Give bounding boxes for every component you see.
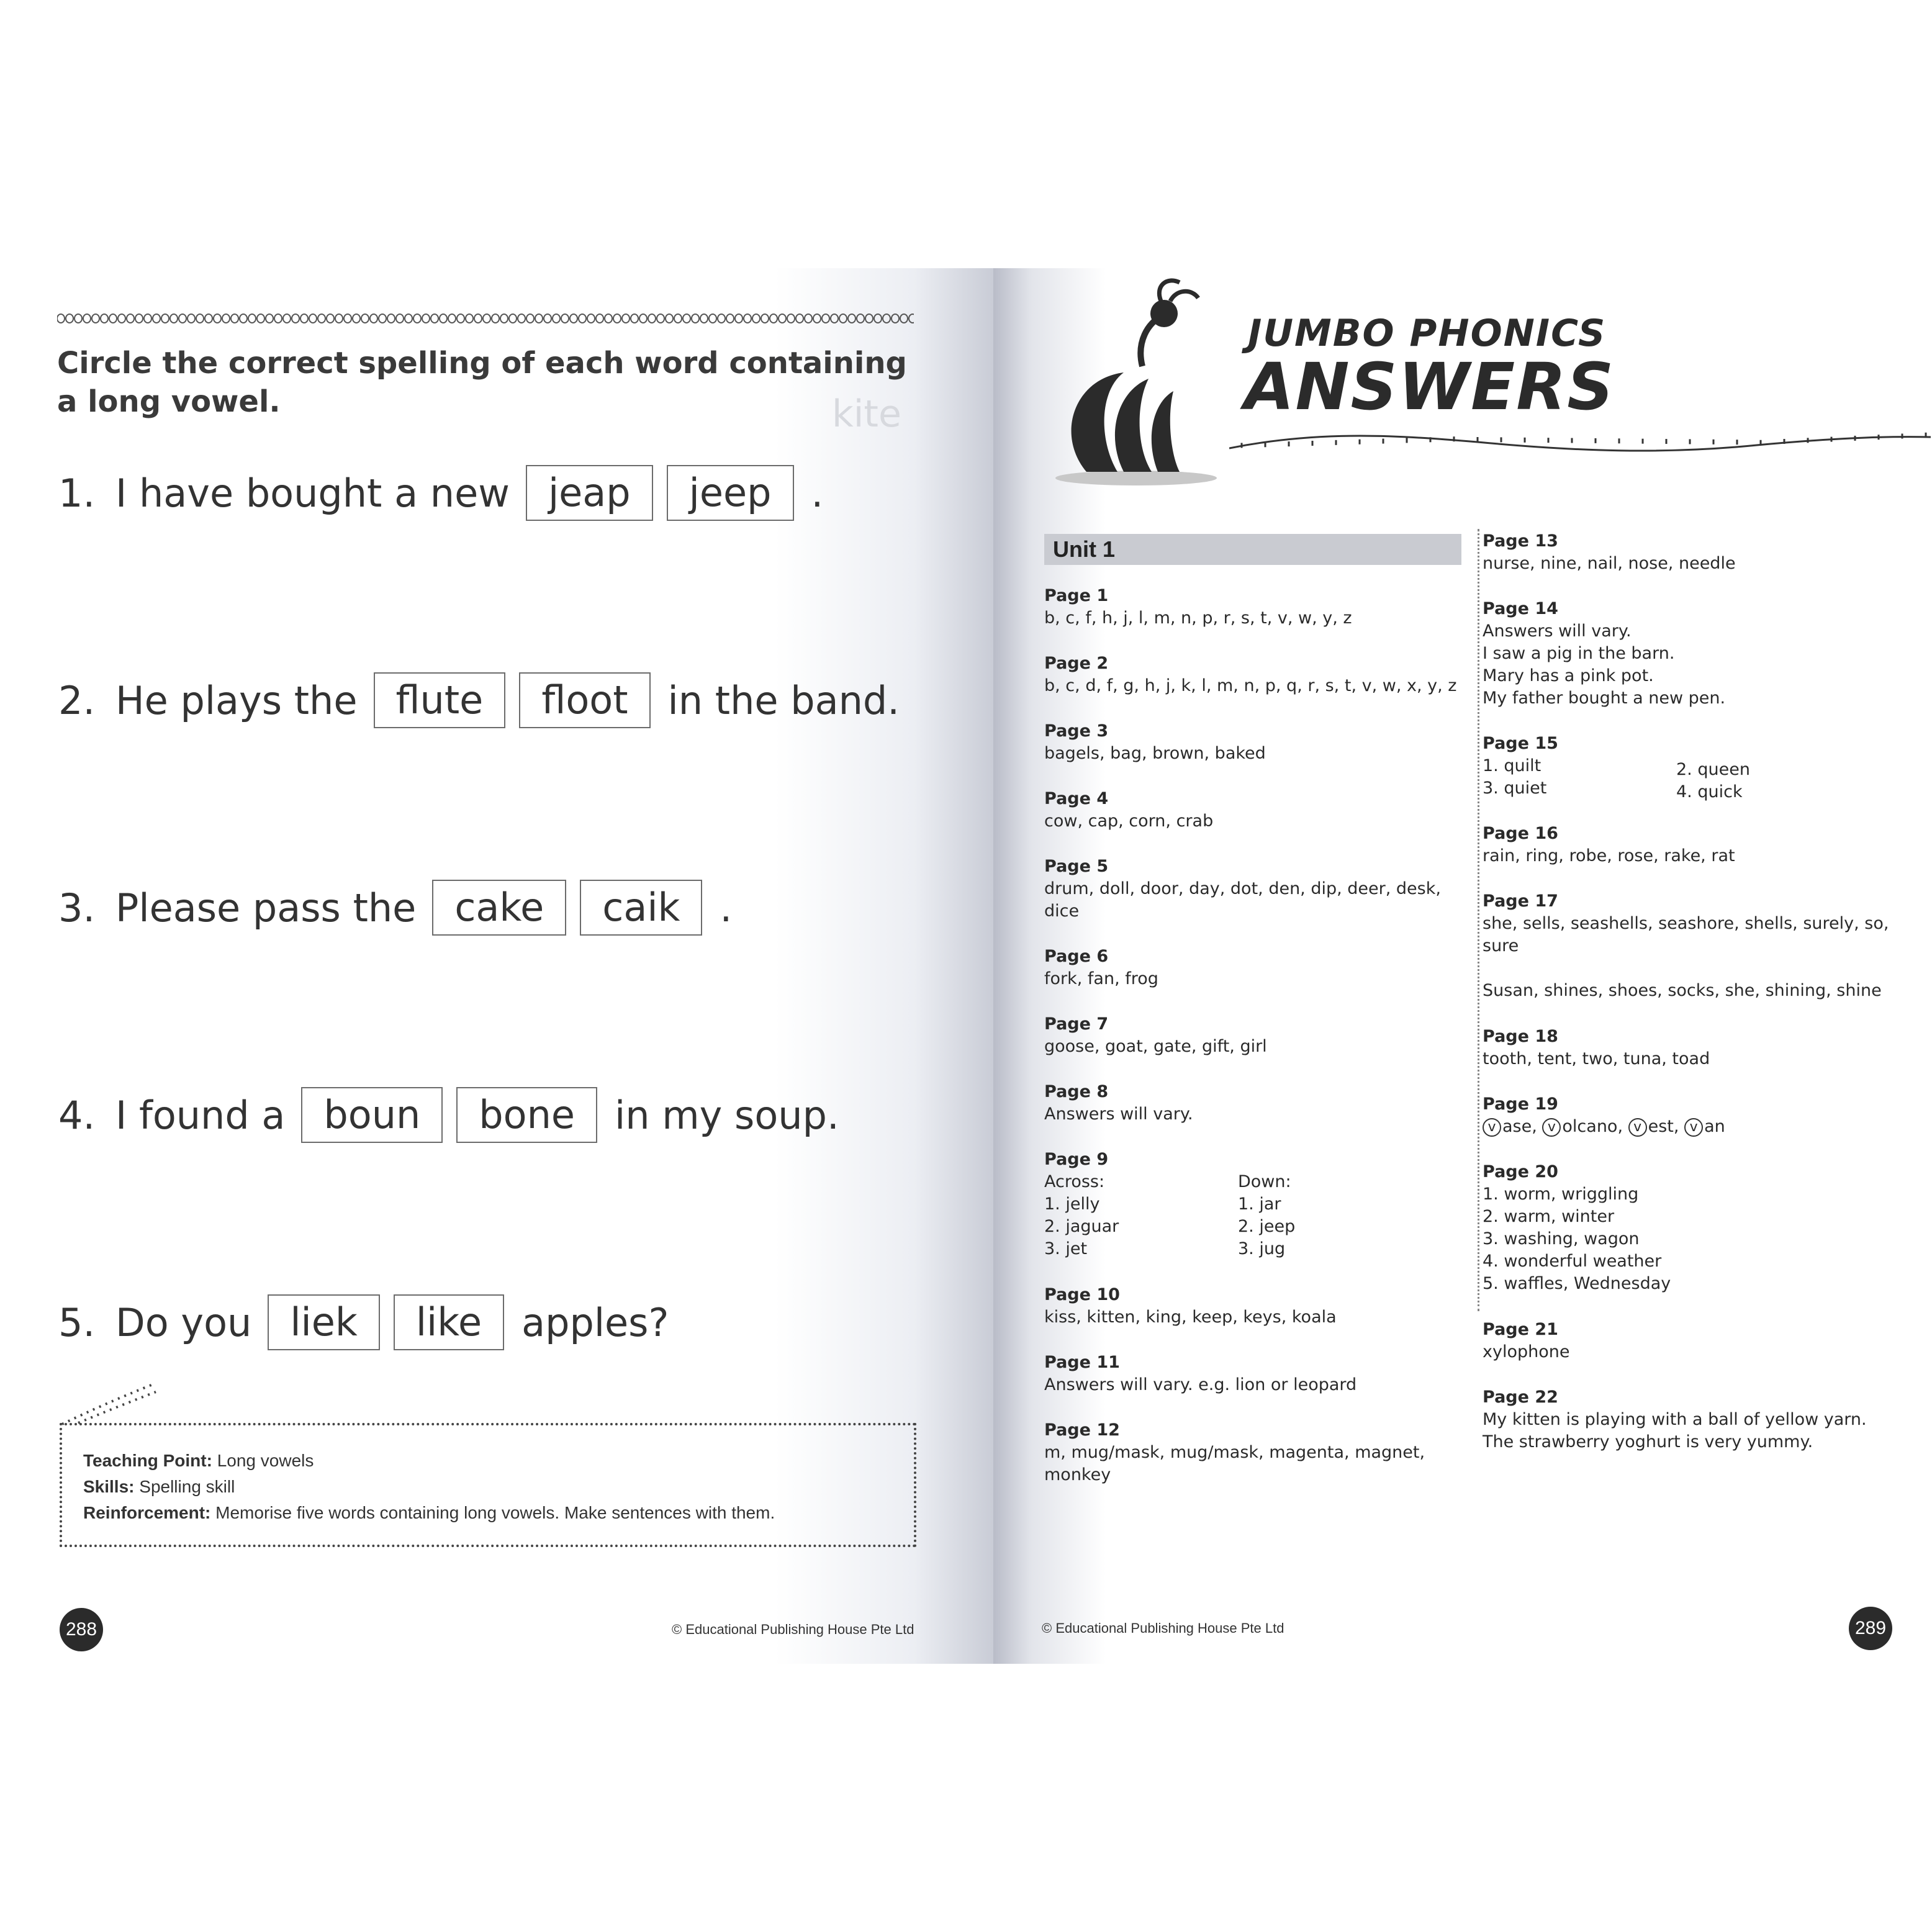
option-box[interactable]: caik [580, 880, 702, 936]
instruction: Circle the correct spelling of each word containing a long vowel. [57, 346, 907, 419]
option-box[interactable]: jeep [667, 465, 794, 521]
answer-page-20: Page 20 1. worm, wriggling 2. warm, winter 3. washing, wagon 4. wonderful weather 5. waffles, Wednesday [1483, 1162, 1671, 1293]
question-text: He plays the [115, 677, 358, 723]
circled-letter: v [1684, 1118, 1703, 1137]
option-box[interactable]: floot [519, 672, 650, 728]
book-spread [0, 268, 1932, 1664]
question-number: 4. [58, 1092, 96, 1138]
question-5 [58, 1291, 669, 1353]
question-number: 2. [58, 677, 96, 723]
question-text: I found a [115, 1092, 286, 1138]
answer-page-11: Page 11 Answers will vary. e.g. lion or leopard [1044, 1353, 1357, 1394]
teaching-point-line: Teaching Point: Long vowels [83, 1451, 314, 1470]
answer-page-5: Page 5 drum, doll, door, day, dot, den, dip, deer, desk, dice [1044, 857, 1441, 921]
option-box[interactable]: like [394, 1294, 504, 1350]
answer-page-18: Page 18 tooth, tent, two, tuna, toad [1483, 1027, 1710, 1068]
option-box[interactable]: cake [432, 880, 566, 936]
answer-page-9: Page 9 Across: 1. jelly 2. jaguar 3. jet Down: 1. jar 2. jeep 3. jug [1044, 1150, 1296, 1258]
question-number: 1. [58, 470, 96, 516]
left-page [0, 268, 993, 1664]
circled-letter: v [1628, 1118, 1647, 1137]
teaching-point-box [60, 1423, 916, 1547]
answer-page-1: Page 1 b, c, f, h, j, l, m, n, p, r, s, t, v, w, y, z [1044, 586, 1352, 628]
question-ending: apples? [521, 1299, 669, 1345]
circled-letter: v [1542, 1118, 1561, 1137]
answer-page-13: Page 13 nurse, nine, nail, nose, needle [1483, 531, 1736, 573]
question-1 [58, 462, 823, 524]
bee-logo-icon [1043, 273, 1248, 497]
copyright-right: © Educational Publishing House Pte Ltd [1042, 1620, 1284, 1636]
option-box[interactable]: boun [301, 1087, 443, 1143]
answer-page-8: Page 8 Answers will vary. [1044, 1082, 1193, 1124]
answer-page-21: Page 21 xylophone [1483, 1320, 1570, 1361]
answer-page-2: Page 2 b, c, d, f, g, h, j, k, l, m, n, p, q, r, s, t, v, w, x, y, z [1044, 654, 1457, 695]
dotted-swoosh-icon [60, 1379, 159, 1429]
answer-page-22: Page 22 My kitten is playing with a ball of yellow yarn. The strawberry yoghurt is very yummy. [1483, 1388, 1867, 1451]
skills-line: Skills: Spelling skill [83, 1477, 235, 1496]
question-ending: in my soup. [615, 1092, 839, 1138]
answer-page-15: Page 15 1. quilt 3. quiet 2. queen 4. quick [1483, 734, 1750, 801]
answer-page-10: Page 10 kiss, kitten, king, keep, keys, koala [1044, 1285, 1337, 1327]
answer-page-12: Page 12 m, mug/mask, mug/mask, magenta, magnet, monkey [1044, 1420, 1425, 1484]
answer-page-4: Page 4 cow, cap, corn, crab [1044, 789, 1214, 831]
answer-page-19: Page 19 v ase, v olcano, v est, v an [1483, 1093, 1905, 1138]
answer-page-17: Page 17 she, sells, seashells, seashore, shells, surely, so, sure Susan, shines, shoes, socks, she, shining, shine [1483, 892, 1889, 1000]
question-2 [58, 669, 900, 731]
answer-page-16: Page 16 rain, ring, robe, rose, rake, rat [1483, 824, 1735, 865]
option-box[interactable]: liek [268, 1294, 380, 1350]
question-number: 3. [58, 885, 96, 931]
reinforcement-line: Reinforcement: Memorise five words containing long vowels. Make sentences with them. [83, 1503, 775, 1522]
circled-letter: v [1483, 1118, 1501, 1137]
wavy-dotted-line [1229, 423, 1931, 461]
bleed-through: kite [832, 392, 901, 436]
copyright-left: © Educational Publishing House Pte Ltd [672, 1622, 914, 1637]
question-number: 5. [58, 1299, 96, 1345]
circled-words: v ase, v olcano, v est, v an [1483, 1116, 1905, 1138]
question-ending: in the band. [667, 677, 900, 723]
answer-page-6: Page 6 fork, fan, frog [1044, 947, 1158, 988]
right-page [993, 268, 1932, 1664]
logo-title-line1: JUMBO PHONICS [1248, 312, 1607, 355]
question-ending: . [720, 885, 733, 931]
option-box[interactable]: jeap [526, 465, 653, 521]
logo-title-line2: ANSWERS [1244, 349, 1615, 425]
unit-heading: Unit 1 [1044, 534, 1461, 565]
answer-page-3: Page 3 bagels, bag, brown, baked [1044, 721, 1266, 763]
page-number-left: 288 [60, 1608, 103, 1651]
question-text: I have bought a new [115, 470, 510, 516]
question-ending: . [811, 470, 824, 516]
question-4 [58, 1084, 839, 1146]
scallop-border [57, 312, 914, 325]
column-divider [1478, 529, 1479, 1311]
question-3 [58, 877, 732, 939]
answer-page-7: Page 7 goose, goat, gate, gift, girl [1044, 1014, 1267, 1056]
page-number-right: 289 [1849, 1607, 1892, 1650]
answer-page-14: Page 14 Answers will vary. I saw a pig in the barn. Mary has a pink pot. My father bought a new pen. [1483, 599, 1726, 708]
option-box[interactable]: flute [374, 672, 506, 728]
option-box[interactable]: bone [456, 1087, 597, 1143]
question-text: Please pass the [115, 885, 417, 931]
question-text: Do you [115, 1299, 252, 1345]
